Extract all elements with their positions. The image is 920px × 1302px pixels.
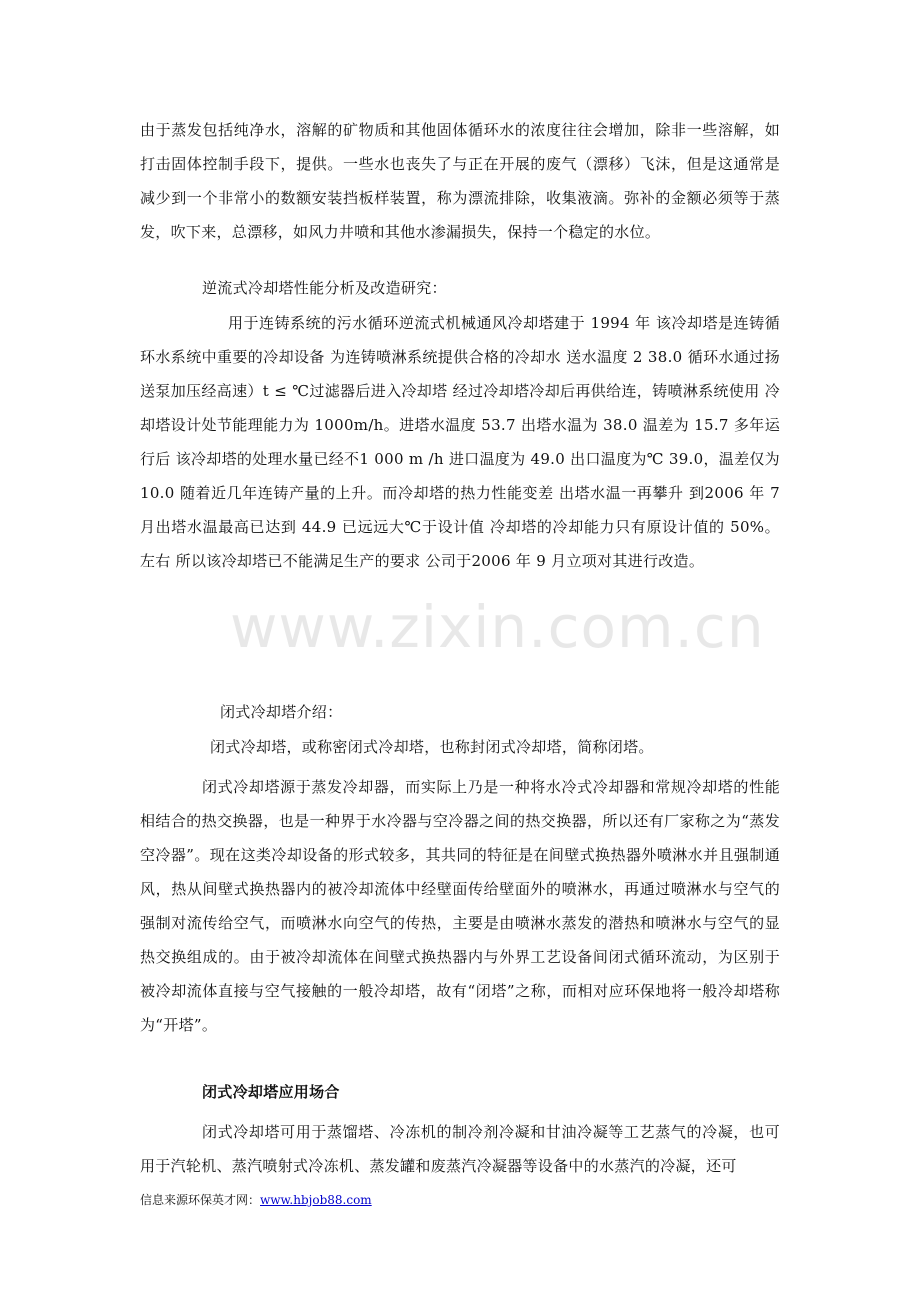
source-label: 信息来源环保英才网：	[140, 1193, 261, 1207]
paragraph-closed-tower-names: 闭式冷却塔，或称密闭式冷却塔，也称封闭式冷却塔，简称闭塔。	[210, 738, 654, 756]
paragraph-counterflow-tower: 用于连铸系统的污水循环逆流式机械通风冷却塔建于 1994 年 该冷却塔是连铸循环水系统中重要的冷却设备 为连铸喷淋系统提供合格的冷却水 送水温度 2 38.0 循环水通过扬送泵加压经高速）t ≤ ℃过滤器后进入冷却塔 经过冷却塔冷却后再供给连，铸喷淋系统使用 冷却塔设计处节能理能力为 1000m/h。进塔水温度 53.7 出塔水温为 38.0 温差为 15.7 多年运行后 该冷却塔的处理水量已经不1 000 m /h 进口温度为 49.0 出口温度为℃ 39.0，温差仅为 10.0 随着近几年连铸产量的上升。而冷却塔的热力性能变差 出塔水温一再攀升 到2006 年 7 月出塔水温最高已达到 44.9 已远远大℃于设计值 冷却塔的冷却能力只有原设计值的 50%。左右 所以该冷却塔已不能满足生产的要求 公司于2006 年 9 月立项对其进行改造。	[140, 314, 780, 570]
heading-closed-tower-intro: 闭式冷却塔介绍：	[220, 703, 343, 721]
paragraph-evaporation: 由于蒸发包括纯净水，溶解的矿物质和其他固体循环水的浓度往往会增加，除非一些溶解，如打击固体控制手段下，提供。一些水也丧失了与正在开展的废气（漂移）飞沫，但是这通常是减少到一个非常小的数额安装挡板样装置，称为漂流排除，收集液滴。弥补的金额必须等于蒸发，吹下来，总漂移，如风力井喷和其他水渗漏损失，保持一个稳定的水位。	[140, 121, 780, 241]
heading-closed-tower-applications: 闭式冷却塔应用场合	[202, 1083, 340, 1101]
paragraph-closed-tower-applications: 闭式冷却塔可用于蒸馏塔、冷冻机的制冷剂冷凝和甘油冷凝等工艺蒸气的冷凝，也可用于汽轮机、蒸汽喷射式冷冻机、蒸发罐和废蒸汽冷凝器等设备中的水蒸汽的冷凝，还可	[140, 1123, 780, 1175]
watermark-text: www.zixin.com.cn	[230, 593, 765, 661]
heading-counterflow-tower-study: 逆流式冷却塔性能分析及改造研究：	[202, 279, 447, 297]
paragraph-closed-tower-description: 闭式冷却塔源于蒸发冷却器，而实际上乃是一种将水冷式冷却器和常规冷却塔的性能相结合的热交换器，也是一种界于水冷器与空冷器之间的热交换器，所以还有厂家称之为“蒸发空冷器”。现在这类冷却设备的形式较多，其共同的特征是在间壁式换热器外喷淋水并且强制通风，热从间壁式换热器内的被冷却流体中经壁面传给壁面外的喷淋水，再通过喷淋水与空气的强制对流传给空气，而喷淋水向空气的传热，主要是由喷淋水蒸发的潜热和喷淋水与空气的显热交换组成的。由于被冷却流体在间壁式换热器内与外界工艺设备间闭式循环流动，为区别于被冷却流体直接与空气接触的一般冷却塔，故有“闭塔”之称，而相对应环保地将一般冷却塔称为“开塔”。	[140, 778, 780, 1034]
source-footer	[140, 1190, 372, 1210]
source-link[interactable]: www.hbjob88.com	[260, 1193, 372, 1207]
